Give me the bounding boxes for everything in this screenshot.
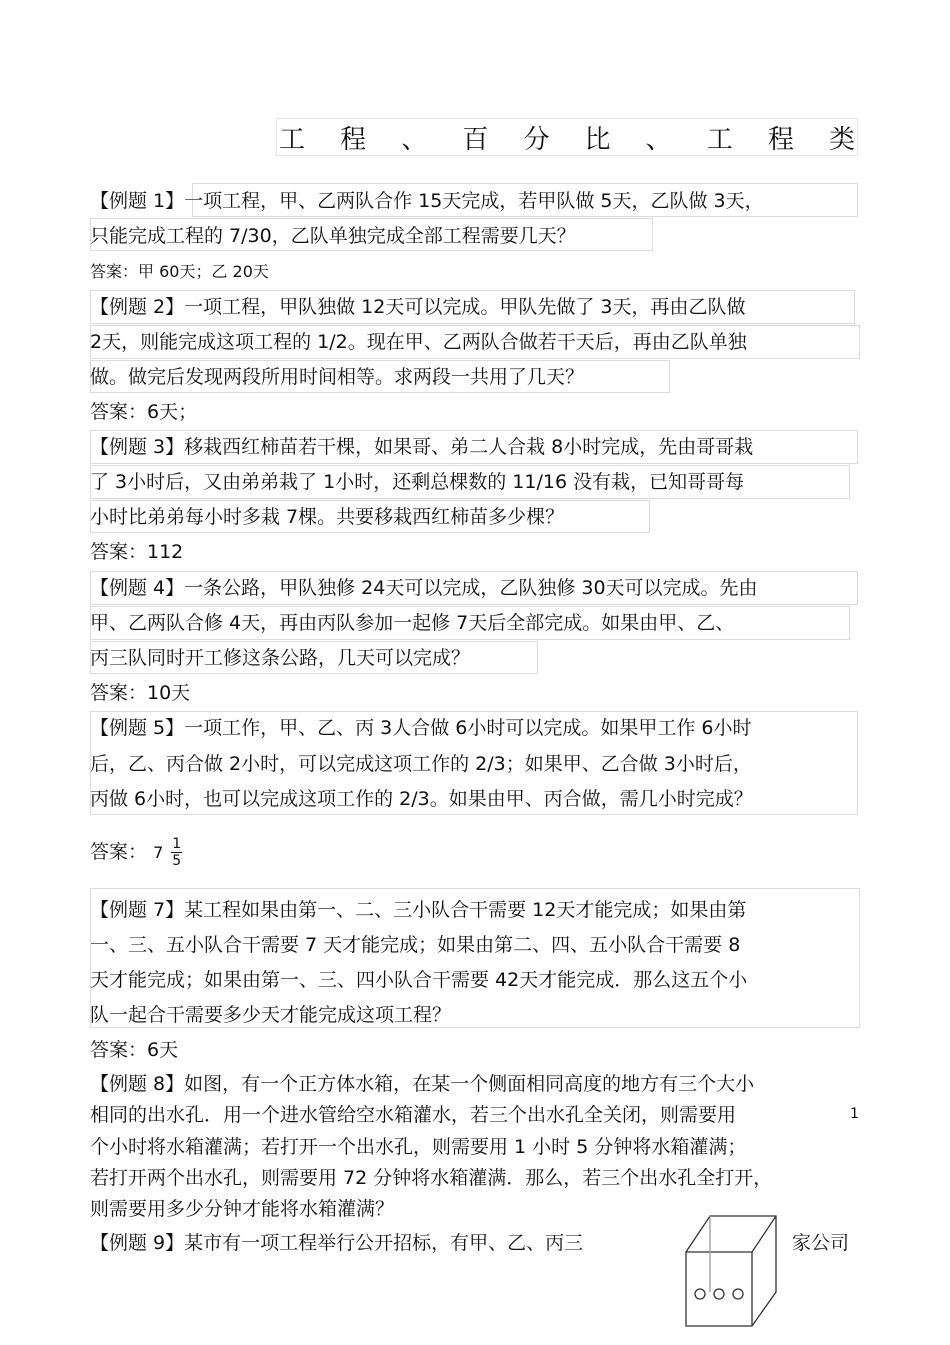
problem-5-line-2: 后，乙、丙合做 2小时，可以完成这项工作的 2/3；如果甲、乙合做 3小时后， [90,753,752,775]
answer-prefix: 答案： [90,841,148,863]
problem-2-line-3: 做。做完后发现两段所用时间相等。求两段一共用了几天？ [90,366,585,388]
problem-3-line-2: 了 3小时后，又由弟弟栽了 1小时，还剩总棵数的 11/16 没有栽，已知哥哥每 [90,471,745,493]
outlet-hole [714,1289,724,1299]
problem-8-line-4: 若打开两个出水孔，则需要用 72 分钟将水箱灌满．那么，若三个出水孔全打开， [90,1167,773,1189]
problem-3-answer: 答案：112 [90,541,184,563]
problem-4-line-2: 甲、乙两队合修 4天，再由丙队参加一起修 7天后全部完成。如果由甲、乙、 [90,612,735,634]
outlet-hole [733,1289,743,1299]
problem-5-answer [90,836,182,869]
problem-7-line-1: 【例题 7】某工程如果由第一、二、三小队合干需要 12天才能完成；如果由第 [90,899,747,921]
title-char: 分 [523,124,550,155]
water-tank-figure [680,1210,785,1335]
title-char: 程 [767,124,794,155]
answer-fraction [171,836,182,869]
title-char: 工 [279,124,306,155]
problem-4-line-3: 丙三队同时开工修这条公路，几天可以完成？ [90,647,471,669]
fraction-numerator: 1 [172,836,182,852]
problem-1-line-2: 只能完成工程的 7/30，乙队单独完成全部工程需要几天？ [90,225,576,247]
problem-8-line-2: 相同的出水孔．用一个进水管给空水箱灌水，若三个出水孔全关闭，则需要用 [90,1104,737,1126]
problem-8-line-5: 则需要用多少分钟才能将水箱灌满？ [90,1198,395,1220]
problem-9-line-1: 【例题 9】某市有一项工程举行公开招标，有甲、乙、丙三 [90,1232,584,1254]
problem-7-line-4: 队一起合干需要多少天才能完成这项工程？ [90,1004,452,1026]
outlet-hole [695,1289,705,1299]
answer-whole: 7 [153,843,164,862]
problem-5-line-3: 丙做 6小时，也可以完成这项工作的 2/3。如果由甲、丙合做，需几小时完成？ [90,788,753,810]
problem-4-answer: 答案：10天 [90,682,191,704]
problem-3-line-3: 小时比弟弟每小时多栽 7棵。共要移栽西红柿苗多少棵？ [90,506,565,528]
problem-3-line-1: 【例题 3】移栽西红柿苗若干棵，如果哥、弟二人合栽 8小时完成，先由哥哥栽 [90,436,754,458]
problem-5-line-1: 【例题 5】一项工作，甲、乙、丙 3人合做 6小时可以完成。如果甲工作 6小时 [90,717,752,739]
title-char: 、 [401,124,428,155]
problem-1-answer: 答案：甲 60天；乙 20天 [90,262,269,281]
problem-7-answer: 答案：6天 [90,1039,179,1061]
problem-2-line-2: 2天，则能完成这项工程的 1/2。现在甲、乙两队合做若干天后，再由乙队单独 [90,331,747,353]
tank-edge [752,1216,776,1252]
problem-1-line-1: 【例题 1】一项工程，甲、乙两队合作 15天完成，若甲队做 5天，乙队做 3天， [90,190,764,212]
problem-7-line-3: 天才能完成；如果由第一、三、四小队合干需要 42天才能完成．那么这五个小 [90,969,748,991]
problem-8-line-3: 个小时将水箱灌满；若打开一个出水孔，则需要用 1 小时 5 分钟将水箱灌满； [90,1136,747,1158]
page-title [276,118,858,156]
margin-number: 1 [850,1106,859,1122]
title-char: 类 [828,124,855,155]
problem-2-answer: 答案：6天； [90,401,198,423]
tank-outline [686,1216,776,1326]
problem-9-tail: 家公司 [792,1232,850,1254]
problem-7-line-2: 一、三、五小队合干需要 7 天才能完成；如果由第二、四、五小队合干需要 8 [90,934,741,956]
title-char: 、 [645,124,672,155]
problem-2-line-1: 【例题 2】一项工程，甲队独做 12天可以完成。甲队先做了 3天，再由乙队做 [90,296,746,318]
title-char: 程 [340,124,367,155]
title-char: 百 [462,124,489,155]
problem-4-line-1: 【例题 4】一条公路，甲队独修 24天可以完成，乙队独修 30天可以完成。先由 [90,577,758,599]
title-char: 工 [706,124,733,155]
problem-8-line-1: 【例题 8】如图，有一个正方体水箱，在某一个侧面相同高度的地方有三个大小 [90,1073,755,1095]
title-char: 比 [584,124,611,155]
fraction-denominator: 5 [172,853,182,869]
